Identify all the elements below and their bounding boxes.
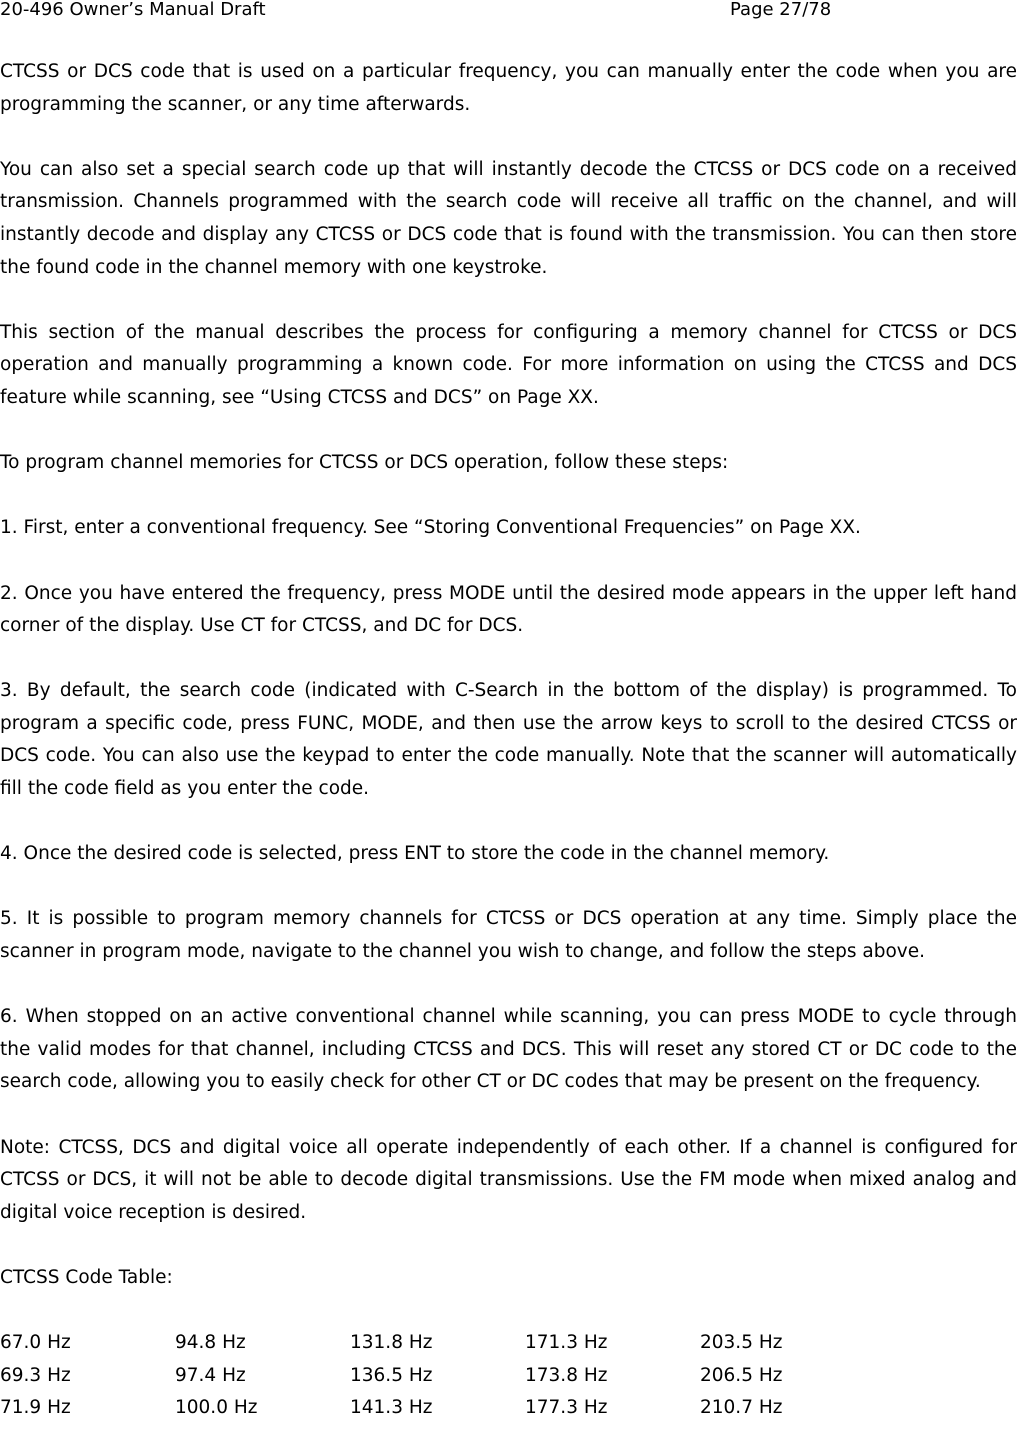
table-cell: 71.9 Hz	[0, 1397, 71, 1419]
table-row	[0, 1392, 1017, 1425]
table-cell: 203.5 Hz	[700, 1332, 783, 1354]
table-cell: 210.7 Hz	[700, 1397, 783, 1419]
paragraph-intro: CTCSS or DCS code that is used on a particular frequency, you can manually enter the code when you are programming the scanner, or any time afterwards.	[0, 61, 1017, 115]
table-cell: 136.5 Hz	[350, 1364, 433, 1386]
step-3: 3. By default, the search code (indicated with C-Search in the bottom of the display) is programmed. To program a specific code, press FUNC, MODE, and then use the arrow keys to scroll to the desired CTCSS or DCS code. You can also use the keypad to enter the code manually. Note that the scanner will automatically fill the code field as you enter the code.	[0, 680, 1017, 800]
document-body	[0, 56, 1017, 1425]
step-6: 6. When stopped on an active conventional channel while scanning, you can press MODE to cycle through the valid modes for that channel, including CTCSS and DCS. This will reset any stored CT or DC code to the search code, allowing you to easily check for other CT or DC codes that may be present on the frequency.	[0, 1006, 1017, 1093]
step-1: 1. First, enter a conventional frequency. See “Storing Conventional Frequencies” on Page XX.	[0, 517, 861, 539]
table-cell: 206.5 Hz	[700, 1364, 783, 1386]
page-header	[0, 0, 1017, 24]
step-2: 2. Once you have entered the frequency, press MODE until the desired mode appears in the upper left hand corner of the display. Use CT for CTCSS, and DC for DCS.	[0, 582, 1017, 637]
table-cell: 100.0 Hz	[175, 1397, 258, 1419]
table-cell: 97.4 Hz	[175, 1364, 246, 1386]
step-5: 5. It is possible to program memory channels for CTCSS or DCS operation at any time. Simply place the scanner in program mode, navigate to the channel you wish to change, and follow the steps above.	[0, 908, 1017, 963]
table-cell: 177.3 Hz	[525, 1397, 608, 1419]
table-cell: 141.3 Hz	[350, 1397, 433, 1419]
paragraph-search-code: You can also set a special search code up that will instantly decode the CTCSS or DCS code on a received transmission. Channels programmed with the search code will receive all traffic on the channel, and will instantly decode and display any CTCSS or DCS code that is found with the transmission. You can then store the found code in the channel memory with one keystroke.	[0, 158, 1017, 278]
paragraph-section-description: This section of the manual describes the process for configuring a memory channel for CTCSS or DCS operation and manually programming a known code. For more information on using the CTCSS and DCS feature while scanning, see “Using CTCSS and DCS” on Page XX.	[0, 321, 1017, 408]
table-cell: 94.8 Hz	[175, 1332, 246, 1354]
document-title: 20-496 Owner’s Manual Draft	[0, 0, 266, 20]
table-cell: 67.0 Hz	[0, 1332, 71, 1354]
table-cell: 131.8 Hz	[350, 1332, 433, 1354]
note-paragraph: Note: CTCSS, DCS and digital voice all operate independently of each other. If a channel is configured for CTCSS or DCS, it will not be able to decode digital transmissions. Use the FM mode when mixed analog and digital voice reception is desired.	[0, 1136, 1017, 1223]
table-cell: 69.3 Hz	[0, 1364, 71, 1386]
ctcss-code-table	[0, 1327, 1017, 1425]
table-row	[0, 1327, 1017, 1360]
step-4: 4. Once the desired code is selected, press ENT to store the code in the channel memory.	[0, 843, 830, 865]
table-row	[0, 1360, 1017, 1393]
table-title: CTCSS Code Table:	[0, 1266, 173, 1288]
page-number: Page 27/78	[730, 0, 832, 20]
table-cell: 171.3 Hz	[525, 1332, 608, 1354]
table-cell: 173.8 Hz	[525, 1364, 608, 1386]
paragraph-steps-intro: To program channel memories for CTCSS or DCS operation, follow these steps:	[0, 452, 729, 474]
